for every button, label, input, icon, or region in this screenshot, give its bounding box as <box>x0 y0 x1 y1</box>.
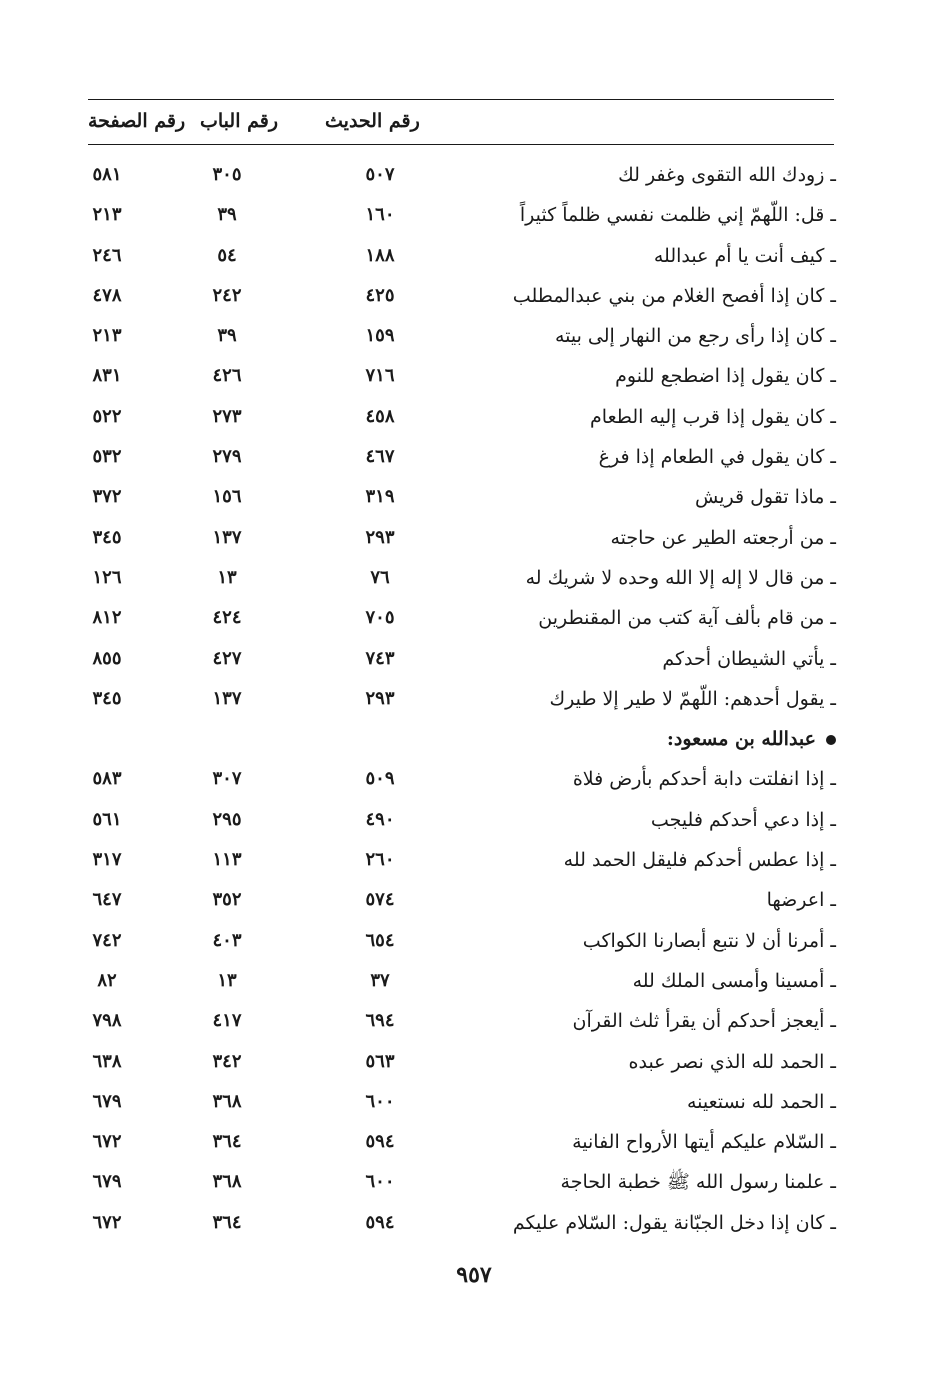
header-bottom-rule <box>88 144 834 145</box>
hadith-text: ـ قل: اللّهمّ إني ظلمت نفسي ظلماً كثيراً <box>519 204 836 227</box>
chapter-number: ٣٦٨ <box>212 1090 242 1112</box>
chapter-number: ٤٢٦ <box>212 365 242 387</box>
table-row <box>0 518 948 558</box>
hadith-text: ـ أمسينا وأمسى الملك لله <box>632 969 836 992</box>
hadith-number: ٢٦٠ <box>365 849 395 871</box>
chapter-number: ٣٠٧ <box>212 768 242 790</box>
section-heading-label: عبدالله بن مسعود: <box>666 728 816 751</box>
page-ref-number: ٥٨٣ <box>92 768 122 790</box>
hadith-number: ٧١٦ <box>365 365 395 387</box>
page-ref-number: ٣٧٢ <box>92 486 122 508</box>
hadith-text: ـ كيف أنت يا أم عبدالله <box>653 244 836 267</box>
page-ref-number: ٢١٣ <box>92 204 122 226</box>
hadith-number: ٥٠٩ <box>365 768 395 790</box>
page-ref-number: ٧٤٢ <box>92 929 122 951</box>
hadith-number: ٥٦٣ <box>365 1050 395 1072</box>
table-row <box>0 356 948 396</box>
table-row <box>0 1042 948 1082</box>
hadith-text: ـ كان يقول في الطعام إذا فرغ <box>598 446 836 469</box>
table-row <box>0 316 948 356</box>
hadith-number: ١٨٨ <box>365 244 395 266</box>
table-row <box>0 1001 948 1041</box>
page-ref-number: ٦٧٩ <box>92 1090 122 1112</box>
page-ref-number: ٣٤٥ <box>92 687 122 709</box>
hadith-number: ١٦٠ <box>365 204 395 226</box>
section-heading-row <box>0 719 948 759</box>
page-ref-number: ٣١٧ <box>92 849 122 871</box>
hadith-number: ٥٧٤ <box>365 889 395 911</box>
table-row <box>0 840 948 880</box>
hadith-text: ـ الحمد لله نستعينه <box>686 1090 836 1113</box>
chapter-number: ٢٩٥ <box>212 808 242 830</box>
chapter-number: ٣٦٨ <box>212 1171 242 1193</box>
page-number: ٩٥٧ <box>456 1262 492 1288</box>
hadith-number: ٣٧ <box>370 969 390 991</box>
table-row <box>0 1082 948 1122</box>
chapter-number: ٤٢٤ <box>212 607 242 629</box>
chapter-number: ٥٤ <box>217 244 237 266</box>
table-row <box>0 155 948 195</box>
hadith-number: ٤٢٥ <box>365 284 395 306</box>
chapter-number: ٣٩ <box>217 204 237 226</box>
page-ref-number: ٥٦١ <box>92 808 122 830</box>
hadith-number: ٥٩٤ <box>365 1131 395 1153</box>
hadith-number: ٧٤٣ <box>365 647 395 669</box>
hadith-number: ١٥٩ <box>365 325 395 347</box>
hadith-number: ٦٥٤ <box>365 929 395 951</box>
page-ref-number: ٤٧٨ <box>92 284 122 306</box>
chapter-number: ٣٦٤ <box>212 1211 242 1233</box>
header-top-rule <box>88 99 834 100</box>
chapter-number: ٤٠٣ <box>212 929 242 951</box>
page-ref-number: ٨٣١ <box>92 365 122 387</box>
hadith-text: ـ كان إذا دخل الجبّانة يقول: السّلام عليكم <box>512 1211 836 1234</box>
table-row <box>0 880 948 920</box>
table-row <box>0 639 948 679</box>
table-row <box>0 236 948 276</box>
table-row <box>0 1203 948 1243</box>
page-ref-number: ٥٣٢ <box>92 446 122 468</box>
hadith-number: ٢٩٣ <box>365 526 395 548</box>
hadith-number: ٤٦٧ <box>365 446 395 468</box>
hadith-text: ـ ماذا تقول قريش <box>695 486 836 509</box>
hadith-number: ٦٠٠ <box>365 1090 395 1112</box>
chapter-number: ١١٣ <box>212 849 242 871</box>
header-chapter-number: رقم الباب <box>200 110 278 132</box>
table-row <box>0 921 948 961</box>
hadith-text: ـ كان إذا رأى رجع من النهار إلى بيته <box>554 325 836 348</box>
table-row <box>0 437 948 477</box>
chapter-number: ٣٠٥ <box>212 164 242 185</box>
table-row <box>0 961 948 1001</box>
hadith-text: ـ من قام بألف آية كتب من المقنطرين <box>538 607 836 630</box>
page-ref-number: ٨٢ <box>97 969 117 991</box>
hadith-number: ٥٩٤ <box>365 1211 395 1233</box>
chapter-number: ١٣٧ <box>212 687 242 709</box>
page-ref-number: ٦٧٩ <box>92 1171 122 1193</box>
hadith-number: ٤٥٨ <box>365 405 395 427</box>
hadith-number: ٣١٩ <box>365 486 395 508</box>
hadith-text: ـ الحمد لله الذي نصر عبده <box>628 1050 836 1073</box>
chapter-number: ١٣ <box>217 969 237 991</box>
page-ref-number: ٣٤٥ <box>92 526 122 548</box>
table-row <box>0 195 948 235</box>
chapter-number: ٣٤٢ <box>212 1050 242 1072</box>
table-row <box>0 759 948 799</box>
hadith-text: ـ إذا انفلتت دابة أحدكم بأرض فلاة <box>572 768 836 791</box>
page-ref-number: ٥٨١ <box>92 164 122 185</box>
hadith-text: ـ السّلام عليكم أيتها الأرواح الفانية <box>572 1131 836 1154</box>
table-row <box>0 397 948 437</box>
hadith-number: ٦٩٤ <box>365 1010 395 1032</box>
table-row <box>0 477 948 517</box>
hadith-text: ـ يقول أحدهم: اللّهمّ لا طير إلا طيرك <box>549 687 836 710</box>
hadith-number: ٥٠٧ <box>365 164 395 185</box>
table-row <box>0 598 948 638</box>
page-ref-number: ٦٧٢ <box>92 1211 122 1233</box>
page-ref-number: ٦٤٧ <box>92 889 122 911</box>
page-ref-number: ٢٤٦ <box>92 244 122 266</box>
table-row <box>0 800 948 840</box>
chapter-number: ١٣٧ <box>212 526 242 548</box>
header-page-number: رقم الصفحة <box>88 110 186 132</box>
hadith-text: ـ إذا عطس أحدكم فليقل الحمد لله <box>563 849 836 872</box>
chapter-number: ٣٥٢ <box>212 889 242 911</box>
chapter-number: ٤١٧ <box>212 1010 242 1032</box>
page-ref-number: ٨٥٥ <box>92 647 122 669</box>
page-ref-number: ٢١٣ <box>92 325 122 347</box>
table-row <box>0 276 948 316</box>
chapter-number: ١٣ <box>217 566 237 588</box>
hadith-text: ـ يأتي الشيطان أحدكم <box>662 647 836 670</box>
hadith-number: ٤٩٠ <box>365 808 395 830</box>
hadith-number: ٢٩٣ <box>365 687 395 709</box>
hadith-text: ـ كان يقول إذا قرب إليه الطعام <box>590 405 836 428</box>
chapter-number: ٢٧٣ <box>212 405 242 427</box>
hadith-text: ـ اعرضها <box>766 889 836 912</box>
header-hadith-number: رقم الحديث <box>325 110 420 132</box>
hadith-text: ـ من قال لا إله إلا الله وحده لا شريك له <box>525 566 836 589</box>
chapter-number: ٢٧٩ <box>212 446 242 468</box>
page-ref-number: ٦٧٢ <box>92 1131 122 1153</box>
hadith-text: ـ كان يقول إذا اضطجع للنوم <box>615 365 836 388</box>
hadith-text: ـ علمنا رسول الله ﷺ خطبة الحاجة <box>560 1171 836 1194</box>
index-table <box>0 155 948 1243</box>
section-heading <box>406 719 836 759</box>
page-ref-number: ٧٩٨ <box>92 1010 122 1032</box>
chapter-number: ٣٦٤ <box>212 1131 242 1153</box>
hadith-text: ـ زودك الله التقوى وغفر لك <box>618 164 836 186</box>
table-row <box>0 679 948 719</box>
hadith-number: ٧٠٥ <box>365 607 395 629</box>
hadith-number: ٦٠٠ <box>365 1171 395 1193</box>
hadith-text: ـ أيعجز أحدكم أن يقرأ ثلث القرآن <box>572 1010 836 1033</box>
chapter-number: ٤٢٧ <box>212 647 242 669</box>
chapter-number: ٢٤٢ <box>212 284 242 306</box>
page-ref-number: ٦٣٨ <box>92 1050 122 1072</box>
table-row <box>0 1162 948 1202</box>
page-ref-number: ١٢٦ <box>92 566 122 588</box>
table-row <box>0 1122 948 1162</box>
hadith-text: ـ من أرجعته الطير عن حاجته <box>610 526 836 549</box>
page-ref-number: ٨١٢ <box>92 607 122 629</box>
hadith-number: ٧٦ <box>370 566 390 588</box>
chapter-number: ٣٩ <box>217 325 237 347</box>
page-ref-number: ٥٢٢ <box>92 405 122 427</box>
hadith-text: ـ كان إذا أفصح الغلام من بني عبدالمطلب <box>512 284 836 307</box>
hadith-text: ـ أمرنا أن لا نتبع أبصارنا الكواكب <box>582 929 836 952</box>
hadith-text: ـ إذا دعي أحدكم فليجب <box>650 808 836 831</box>
chapter-number: ١٥٦ <box>212 486 242 508</box>
bullet-icon <box>826 735 836 745</box>
table-row <box>0 558 948 598</box>
